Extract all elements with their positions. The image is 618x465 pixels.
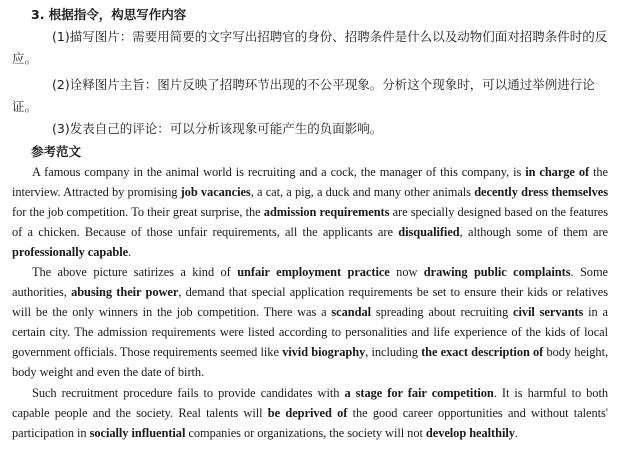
key-phrase: be deprived of xyxy=(267,406,348,420)
essay-text: spreading about recruiting xyxy=(370,305,514,319)
key-phrase: in charge of xyxy=(525,165,590,179)
instruction-item-1: (1)描写图片：需要用简要的文字写出招聘官的身份、招聘条件是什么以及动物们面对招聘条件时的反应。 xyxy=(12,29,608,66)
essay-paragraph-1 xyxy=(12,162,608,262)
key-phrase: develop healthily xyxy=(425,426,515,440)
key-phrase: disqualified xyxy=(398,225,460,239)
essay-text: Such recruitment procedure fails to provide candidates with xyxy=(32,386,345,400)
sample-essay-heading: 参考范文 xyxy=(31,144,82,159)
essay-text: now xyxy=(389,265,424,279)
essay-text: , although some of them are xyxy=(459,225,608,239)
essay-text: A famous company in the animal world is recruiting and a cock, the manager of this company, is xyxy=(32,165,526,179)
key-phrase: job vacancies xyxy=(180,185,251,199)
section-heading: 3. 根据指令，构思写作内容 xyxy=(31,7,187,22)
essay-text: are specially designed based on the features of a chicken. Because of those unfair requirements, all the applicants are xyxy=(12,205,609,239)
essay-text: companies or organizations, the society will not xyxy=(185,426,426,440)
key-phrase: professionally capable xyxy=(12,245,129,259)
essay-paragraph-3 xyxy=(12,383,608,443)
essay-paragraph-2 xyxy=(12,262,608,382)
key-phrase: civil servants xyxy=(513,305,584,319)
key-phrase: socially influential xyxy=(89,426,186,440)
essay-text: , demand that special application requirements be set to ensure their kids or relatives will be the only winners in the job competition. There was a xyxy=(12,285,608,319)
key-phrase: decently dress themselves xyxy=(474,185,609,199)
instruction-item-2: (2)诠释图片主旨：图片反映了招聘环节出现的不公平现象。分析这个现象时，可以通过举例进行论证。 xyxy=(12,77,595,114)
key-phrase: admission requirements xyxy=(263,205,390,219)
essay-text: , a cat, a pig, a duck and many other animals xyxy=(250,185,475,199)
key-phrase: drawing public complaints xyxy=(423,265,571,279)
essay-text: for the job competition. To their great surprise, the xyxy=(12,205,264,219)
key-phrase: unfair employment practice xyxy=(237,265,390,279)
essay-text: . xyxy=(514,426,518,440)
essay-text: body height, body weight and even the date of birth. xyxy=(12,345,609,379)
essay-text: The above picture satirizes a kind of xyxy=(32,265,238,279)
essay-text: the interview. Attracted by promising xyxy=(12,165,609,199)
essay-text: , including xyxy=(365,345,422,359)
essay-text: . It is harmful to both capable people and the society. Real talents will xyxy=(12,386,608,420)
key-phrase: vivid biography xyxy=(282,345,366,359)
essay-text: . xyxy=(128,245,132,259)
key-phrase: a stage for fair competition xyxy=(344,386,494,400)
key-phrase: abusing their power xyxy=(71,285,179,299)
essay-text: in a certain city. The admission requirements were listed according to personalities and life experience of the kids of local government officials. Those requirements seemed like xyxy=(12,305,608,359)
key-phrase: the exact description of xyxy=(421,345,544,359)
essay-text: . Some authorities, xyxy=(12,265,608,299)
essay-text: the good career opportunities and without talents' participation in xyxy=(12,406,608,440)
key-phrase: scandal xyxy=(331,305,371,319)
instruction-item-3: (3)发表自己的评论：可以分析该现象可能产生的负面影响。 xyxy=(52,121,383,136)
